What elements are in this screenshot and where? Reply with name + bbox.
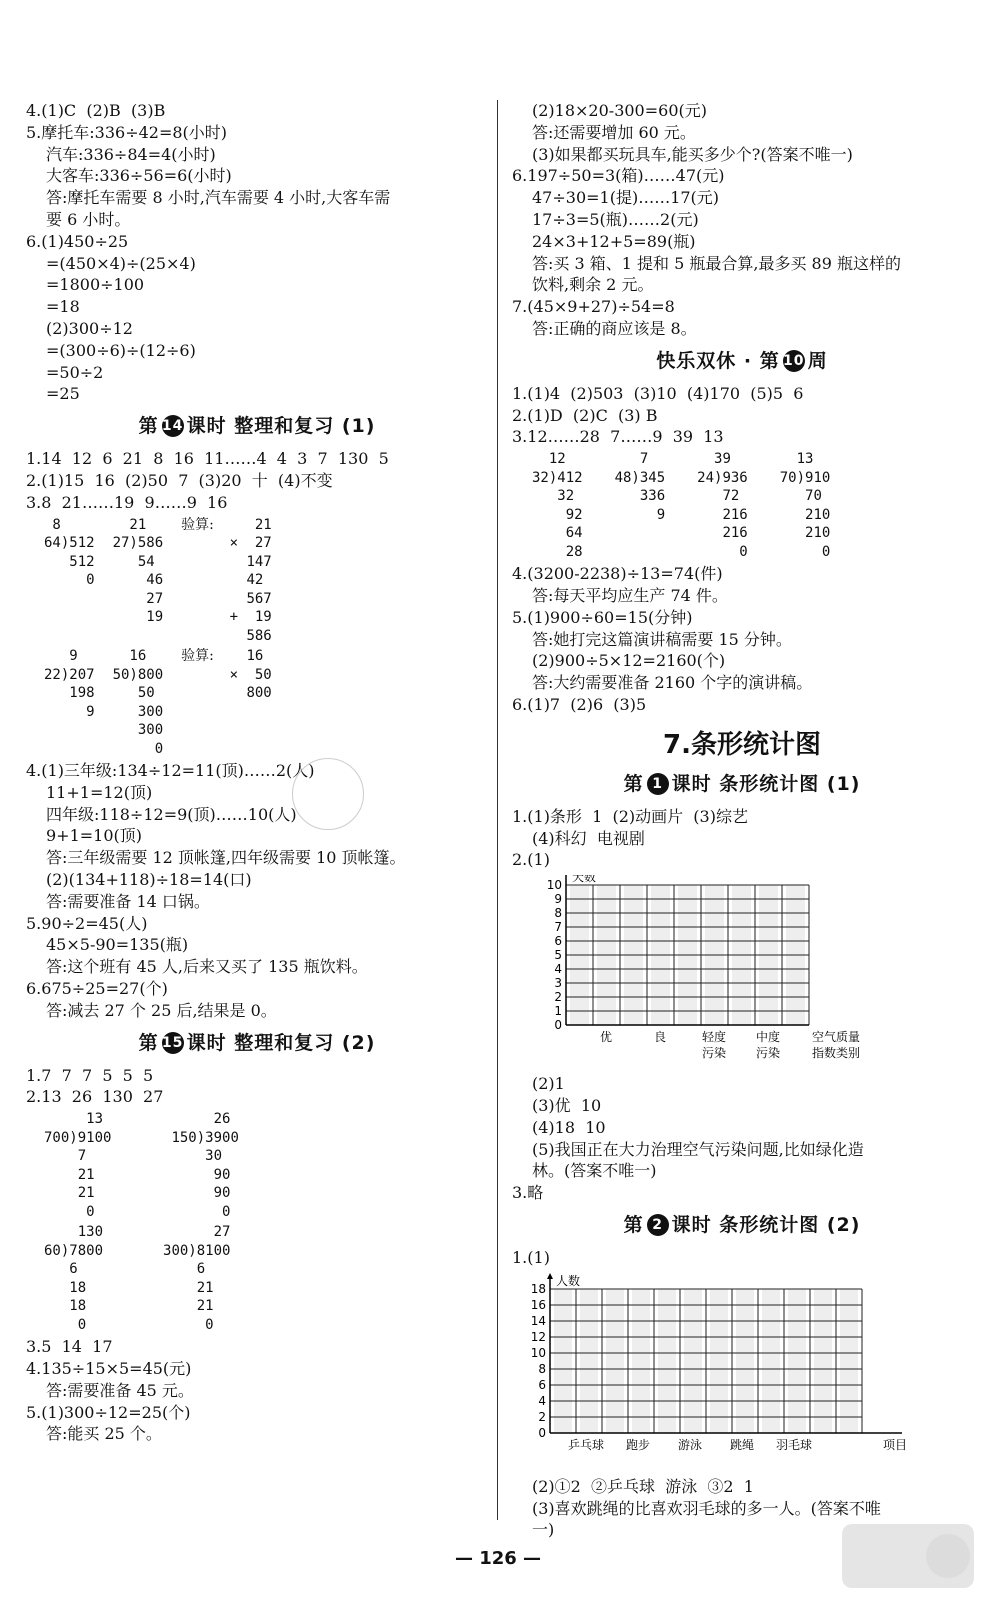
bar-lesson1-heading (512, 769, 972, 796)
week-line: 3.12……28 7……9 39 13 (512, 427, 724, 447)
x-tick-label: 良 (653, 1030, 667, 1045)
long-division-row (26, 1223, 488, 1334)
y-tick-label: 1 (554, 1004, 562, 1019)
q5-line: 答:摩托车需要 8 小时,汽车需要 4 小时,大客车需 (46, 188, 391, 208)
q6-line: =50÷2 (46, 362, 104, 382)
y-axis-arrow (547, 1273, 553, 1279)
y-tick-label: 0 (538, 1425, 546, 1440)
right-line: 答:还需要增加 60 元。 (532, 122, 696, 142)
y-axis-label: 人数 (556, 1273, 581, 1288)
long-division (44, 647, 95, 758)
left-column (26, 100, 488, 1445)
heading-pre: 第 (623, 772, 644, 795)
division-text: 130 60)7800 6 18 18 0 (44, 1224, 104, 1333)
c2b-line: 一) (532, 1520, 555, 1540)
lesson14-heading (26, 411, 488, 438)
lesson-number-badge: 2 (647, 1214, 669, 1236)
y-tick-label: 6 (554, 934, 562, 949)
c2b-line: (3)喜欢跳绳的比喜欢羽毛球的多一人。(答案不唯 (532, 1498, 881, 1518)
q6b (26, 978, 488, 1022)
q4b-line: 答:三年级需要 12 顶帐篷,四年级需要 10 顶帐篷。 (46, 848, 406, 868)
division-text: 13 70)910 70 210 210 0 (779, 451, 831, 560)
q6-line: =(450×4)÷(25×4) (46, 253, 196, 273)
long-division (780, 450, 831, 561)
c1-line: (4)科幻 电视剧 (532, 828, 645, 848)
week-line: 1.(1)4 (2)503 (3)10 (4)170 (5)5 6 (512, 383, 804, 403)
y-tick-label: 3 (554, 976, 562, 991)
grid-column-shade (554, 1289, 572, 1433)
lesson-number-badge: 15 (162, 1032, 184, 1054)
y-axis-label: 天数 (572, 875, 597, 885)
right-line: 答:买 3 箱、1 提和 5 瓶最合算,最多买 89 瓶这样的 (532, 253, 901, 273)
s14-line: 1.14 12 6 21 8 16 11……4 4 3 7 130 5 (26, 449, 389, 469)
q5-line: 大客车:336÷56=6(小时) (46, 166, 232, 186)
division-text: 12 32)412 32 92 64 28 (532, 451, 583, 560)
y-tick-label: 18 (530, 1281, 546, 1296)
q6-line: 6.(1)450÷25 (26, 231, 129, 251)
watermark-logo-icon (838, 1520, 978, 1592)
q6-line: (2)300÷12 (46, 318, 133, 338)
q5b (26, 913, 488, 978)
x-tick-label: 污染 (755, 1046, 781, 1061)
c1-line: 1.(1)条形 1 (2)动画片 (3)综艺 (512, 806, 748, 826)
q4b-line: 四年级:118÷12=9(顶)……10(人) (46, 804, 297, 824)
grid-column-shade (840, 1289, 858, 1433)
page-number: — 126 — (454, 1548, 542, 1569)
check-label: 验算: (181, 516, 214, 533)
q4b-line: 4.(1)三年级:134÷12=11(顶)……2(人) (26, 761, 315, 781)
week2-line: 答:她打完这篇演讲稿需要 15 分钟。 (532, 629, 792, 649)
s15b-line: 答:需要准备 45 元。 (46, 1380, 194, 1400)
column-divider (497, 100, 498, 1520)
y-tick-label: 5 (554, 948, 562, 963)
faint-stamp-mark (292, 758, 364, 830)
grid-column-shade (736, 1289, 754, 1433)
grid-column-shade (658, 1289, 676, 1433)
y-tick-label: 0 (554, 1018, 562, 1033)
grid-column-shade (814, 1289, 832, 1433)
x-tick-label: 跳绳 (729, 1437, 755, 1452)
check-text: 21 × 27 147 42 567 + 19 586 (229, 516, 272, 644)
y-tick-label: 9 (554, 892, 562, 907)
check-calculation (181, 647, 272, 758)
bar-lesson2-heading (512, 1210, 972, 1237)
heading-post: 课时 整理和复习 (1) (186, 415, 376, 438)
q4: 4.(1)C (2)B (3)B (26, 101, 166, 120)
q6 (26, 231, 488, 405)
x-tick-label: 轻度 (701, 1030, 727, 1045)
long-division (44, 1223, 103, 1334)
s15-line: 1.7 7 7 5 5 5 (26, 1065, 154, 1085)
division-text: 13 700)9100 7 21 21 0 (44, 1111, 112, 1220)
heading-post: 周 (807, 349, 828, 372)
weekend-heading (512, 346, 972, 373)
chart1-svg (512, 875, 892, 1065)
c1b-line: (2)1 (532, 1074, 565, 1094)
week2-line: 4.(3200-2238)÷13=74(件) (512, 564, 723, 584)
lesson-number-badge: 14 (162, 415, 184, 437)
y-tick-label: 7 (554, 920, 562, 935)
division-text: 26 150)3900 30 90 90 0 (171, 1111, 239, 1220)
x-tick-label: 优 (599, 1030, 613, 1045)
chart2-svg (512, 1273, 912, 1468)
q5b-line: 45×5-90=135(瓶) (46, 935, 189, 955)
heading-pre: 第 (138, 1031, 159, 1054)
week2-line: 答:每天平均应生产 74 件。 (532, 585, 728, 605)
q4b-line: (2)(134+118)÷18=14(口) (46, 870, 252, 890)
y-tick-label: 10 (546, 878, 562, 893)
right-line: 7.(45×9+27)÷54=8 (512, 297, 675, 317)
heading-post: 课时 整理和复习 (2) (186, 1031, 376, 1054)
lesson15-heading (26, 1028, 488, 1055)
q6-line: =18 (46, 297, 80, 317)
s15-line: 2.13 26 130 27 (26, 1087, 164, 1107)
y-tick-label: 14 (530, 1313, 546, 1328)
s14-line: 2.(1)15 16 (2)50 7 (3)20 十 (4)不变 (26, 470, 333, 490)
x-tick-label: 中度 (755, 1030, 781, 1045)
q6-line: =25 (46, 384, 80, 404)
q5-line: 要 6 小时。 (46, 209, 131, 229)
q5 (26, 122, 488, 231)
long-division (532, 450, 583, 561)
week2-line: 6.(1)7 (2)6 (3)5 (512, 694, 647, 714)
check-label: 验算: (181, 648, 214, 665)
right-line: 47÷30=1(提)……17(元) (532, 188, 720, 208)
division-text: 27 300)8100 6 21 21 0 (163, 1224, 231, 1333)
right-line: 17÷3=5(瓶)……2(元) (532, 209, 699, 229)
c1-line: 2.(1) (512, 850, 550, 870)
heading-pre: 第 (138, 415, 159, 438)
q6b-line: 答:减去 27 个 25 后,结果是 0。 (46, 1000, 277, 1020)
grid-column-shade (762, 1289, 780, 1433)
week-number-badge: 10 (783, 350, 805, 372)
x-axis-label: 项目 (882, 1437, 908, 1452)
division-text: 39 24)936 72 216 216 0 (697, 451, 748, 560)
q6-line: =(300÷6)÷(12÷6) (46, 340, 196, 360)
c1b-line: 林。(答案不唯一) (532, 1161, 657, 1181)
y-tick-label: 4 (538, 1393, 546, 1408)
q4b-line: 答:需要准备 14 口锅。 (46, 891, 210, 911)
right-line: 6.197÷50=3(箱)……47(元) (512, 166, 725, 186)
c1b-line: (4)18 10 (532, 1117, 606, 1137)
y-tick-label: 4 (554, 962, 562, 977)
bar-chart-air-quality (512, 875, 972, 1069)
grid-column-shade (632, 1289, 650, 1433)
division-text: 7 48)345 336 9 (614, 451, 666, 523)
s15b-line: 5.(1)300÷12=25(个) (26, 1402, 191, 1422)
right-line: 答:正确的商应该是 8。 (532, 318, 697, 338)
grid-column-shade (580, 1289, 598, 1433)
week2-line: 答:大约需要准备 2160 个字的演讲稿。 (532, 673, 813, 693)
heading-post: 课时 条形统计图 (2) (671, 1213, 861, 1236)
long-division (615, 450, 666, 561)
right-line: (3)如果都买玩具车,能买多少个?(答案不唯一) (532, 144, 853, 164)
q4b-line: 11+1=12(顶) (46, 782, 153, 802)
check-calculation (181, 516, 272, 646)
long-division-row (26, 647, 488, 758)
q5b-line: 答:这个班有 45 人,后来又买了 135 瓶饮料。 (46, 957, 368, 977)
long-division (163, 1223, 230, 1334)
y-tick-label: 12 (530, 1329, 546, 1344)
c1b-line: (3)优 10 (532, 1095, 602, 1115)
y-tick-label: 2 (538, 1409, 546, 1424)
week2-line: (2)900÷5×12=2160(个) (532, 651, 726, 671)
s15b-line: 3.5 14 17 (26, 1337, 113, 1357)
long-division (171, 1110, 238, 1221)
x-axis-label: 空气质量 (811, 1030, 861, 1045)
q4b-line: 9+1=10(顶) (46, 826, 143, 846)
x-tick-label: 羽毛球 (775, 1437, 813, 1452)
x-tick-label: 乒乓球 (567, 1437, 605, 1452)
right-line: 饮料,剩余 2 元。 (532, 275, 654, 295)
q6b-line: 6.675÷25=27(个) (26, 979, 168, 999)
long-division (44, 1110, 111, 1221)
bar-chart-sports (512, 1273, 972, 1472)
c1b-line: (5)我国正在大力治理空气污染问题,比如绿化造 (532, 1139, 864, 1159)
division-text: 16 50)800 50 300 300 0 (112, 648, 164, 757)
right-line: (2)18×20-300=60(元) (532, 101, 707, 120)
division-text: 21 27)586 54 46 27 19 (112, 516, 164, 626)
y-tick-label: 16 (530, 1297, 546, 1312)
long-division (113, 516, 164, 646)
y-tick-label: 2 (554, 990, 562, 1005)
lesson-number-badge: 1 (647, 773, 669, 795)
check-text: 16 × 50 800 (229, 648, 272, 702)
c2b-line: (2)①2 ②乒乓球 游泳 ③2 1 (532, 1476, 754, 1496)
week-line: 2.(1)D (2)C (3) B (512, 405, 658, 425)
c1b-line: 3.略 (512, 1183, 544, 1203)
x-tick-label: 游泳 (677, 1437, 703, 1452)
s15b-line: 答:能买 25 个。 (46, 1424, 162, 1444)
q5b-line: 5.90÷2=45(人) (26, 913, 148, 933)
division-text: 8 64)512 512 0 (44, 516, 95, 589)
long-division (113, 647, 164, 758)
right-column (512, 100, 972, 1541)
long-division (44, 516, 95, 646)
x-axis-label: 指数类别 (811, 1046, 861, 1061)
s15b-line: 4.135÷15×5=45(元) (26, 1359, 192, 1378)
grid-column-shade (788, 1289, 806, 1433)
y-tick-label: 8 (538, 1361, 546, 1376)
long-division (697, 450, 748, 561)
x-tick-label: 污染 (701, 1046, 727, 1061)
week2-line: 5.(1)900÷60=15(分钟) (512, 607, 693, 627)
grid-column-shade (606, 1289, 624, 1433)
x-tick-label: 跑步 (625, 1437, 651, 1452)
y-tick-label: 10 (530, 1345, 546, 1360)
grid-column-shade (710, 1289, 728, 1433)
q4b (26, 760, 488, 913)
s14-line: 3.8 21……19 9……9 16 (26, 492, 228, 512)
c2-line: 1.(1) (512, 1247, 550, 1267)
grid-column-shade (684, 1289, 702, 1433)
long-division-row (26, 1110, 488, 1221)
long-division-row (512, 450, 972, 561)
q6-line: =1800÷100 (46, 275, 145, 295)
q5-line: 汽车:336÷84=4(小时) (46, 144, 216, 164)
division-text: 9 22)207 198 9 (44, 648, 95, 720)
y-tick-label: 8 (554, 906, 562, 921)
right-line: 24×3+12+5=89(瓶) (532, 231, 696, 251)
heading-pre: 第 (623, 1213, 644, 1236)
long-division-row (26, 516, 488, 646)
heading-post: 课时 条形统计图 (1) (671, 772, 861, 795)
unit-title: 7.条形统计图 (663, 729, 821, 760)
heading-pre: 快乐双休 · 第 (656, 349, 780, 372)
y-tick-label: 6 (538, 1377, 546, 1392)
q5-line: 5.摩托车:336÷42=8(小时) (26, 122, 228, 142)
